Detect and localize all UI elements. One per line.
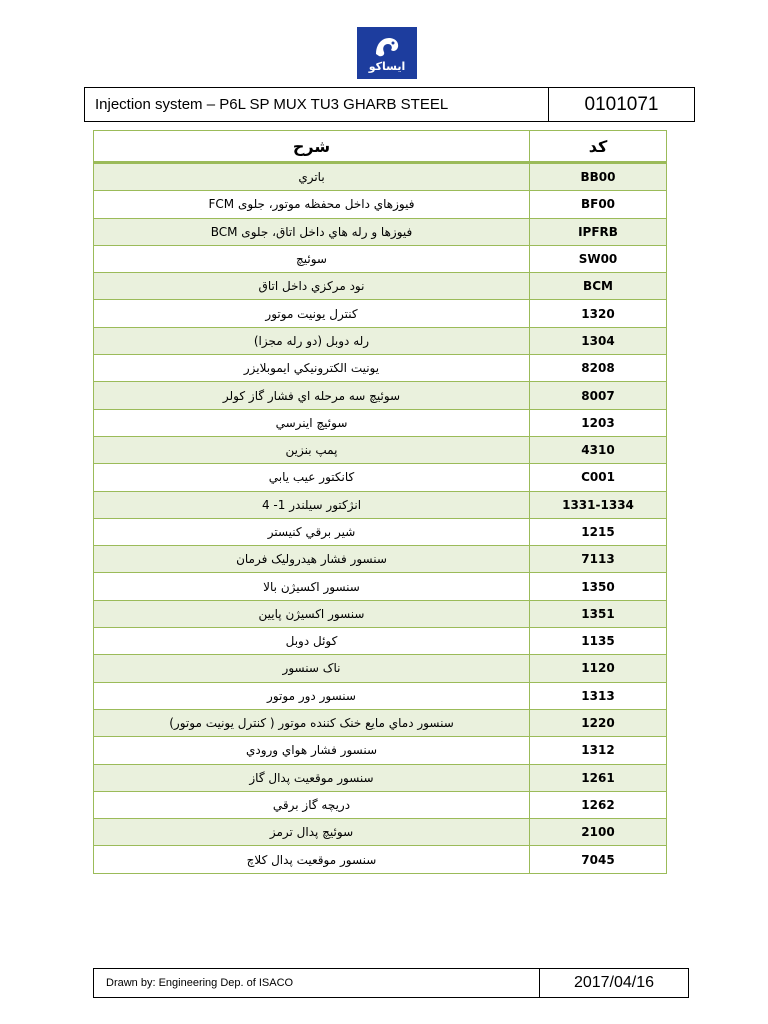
row-code: C001 <box>530 464 667 491</box>
table-row <box>94 327 667 354</box>
row-code: 2100 <box>530 819 667 846</box>
table-row <box>94 464 667 491</box>
table-row <box>94 573 667 600</box>
table-row <box>94 355 667 382</box>
row-description: سنسور فشار هواي ورودي <box>94 737 530 764</box>
document-code: 0101071 <box>548 88 694 121</box>
table-row <box>94 628 667 655</box>
row-code: SW00 <box>530 245 667 272</box>
row-description: سنسور فشار هيدروليک فرمان <box>94 546 530 573</box>
lion-emblem-icon <box>372 34 402 60</box>
row-description: يونيت الکترونيکي ايموبلايزر <box>94 355 530 382</box>
table-row <box>94 546 667 573</box>
row-description: سنسور موقعيت پدال گاز <box>94 764 530 791</box>
row-description: سنسور موقعيت پدال کلاچ <box>94 846 530 873</box>
row-code: 1331-1334 <box>530 491 667 518</box>
row-code: 1350 <box>530 573 667 600</box>
row-description: سوئيچ پدال ترمز <box>94 819 530 846</box>
table-row <box>94 191 667 218</box>
row-description: سنسور دور موتور <box>94 682 530 709</box>
row-description: فيوزهاي داخل محفظه موتور، جلوی FCM <box>94 191 530 218</box>
table-row <box>94 245 667 272</box>
row-description: کانکتور عيب يابي <box>94 464 530 491</box>
row-code: 1351 <box>530 600 667 627</box>
table-row <box>94 491 667 518</box>
column-header-description: شرح <box>94 131 530 163</box>
logo-text: ایساکو <box>368 60 406 73</box>
row-description: سنسور اکسيژن پايين <box>94 600 530 627</box>
row-code: 1262 <box>530 791 667 818</box>
table-row <box>94 382 667 409</box>
row-description: شير برقي کنيستر <box>94 518 530 545</box>
row-code: 1135 <box>530 628 667 655</box>
row-description: رله دوبل (دو رله مجزا) <box>94 327 530 354</box>
row-code: 1120 <box>530 655 667 682</box>
row-code: BCM <box>530 273 667 300</box>
row-description: ناک سنسور <box>94 655 530 682</box>
row-description: سوئيچ اينرسي <box>94 409 530 436</box>
document-footer <box>93 968 689 998</box>
row-description: فيوزها و رله هاي داخل اتاق، جلوی BCM <box>94 218 530 245</box>
table-header-row <box>94 131 667 163</box>
table-row <box>94 682 667 709</box>
row-code: 1304 <box>530 327 667 354</box>
row-code: 7113 <box>530 546 667 573</box>
table-row <box>94 655 667 682</box>
row-code: 1203 <box>530 409 667 436</box>
row-code: 4310 <box>530 436 667 463</box>
row-code: 1313 <box>530 682 667 709</box>
table-row <box>94 600 667 627</box>
row-code: 1312 <box>530 737 667 764</box>
drawn-by-label: Drawn by: Engineering Dep. of ISACO <box>106 977 294 989</box>
table-row <box>94 737 667 764</box>
row-code: BF00 <box>530 191 667 218</box>
column-header-code: کد <box>530 131 667 163</box>
row-description: سوئيچ سه مرحله اي فشار گاز کولر <box>94 382 530 409</box>
row-code: 8208 <box>530 355 667 382</box>
table-body <box>94 163 667 874</box>
isaco-logo <box>357 27 417 79</box>
row-description: کنترل يونيت موتور <box>94 300 530 327</box>
row-description: سنسور دماي مايع خنک کننده موتور ( کنترل يونيت موتور) <box>94 709 530 736</box>
row-code: BB00 <box>530 163 667 191</box>
row-code: IPFRB <box>530 218 667 245</box>
table-row <box>94 846 667 873</box>
row-code: 1261 <box>530 764 667 791</box>
row-description: سوئيچ <box>94 245 530 272</box>
row-code: 7045 <box>530 846 667 873</box>
row-description: انژکتور سيلندر 1- 4 <box>94 491 530 518</box>
table-row <box>94 518 667 545</box>
document-header <box>84 87 695 122</box>
table-row <box>94 409 667 436</box>
row-description: پمپ بنزين <box>94 436 530 463</box>
row-code: 1215 <box>530 518 667 545</box>
table-row <box>94 436 667 463</box>
table-row <box>94 300 667 327</box>
row-description: کوئل دوبل <box>94 628 530 655</box>
table-row <box>94 819 667 846</box>
row-description: نود مرکزي داخل اتاق <box>94 273 530 300</box>
row-description: باتري <box>94 163 530 191</box>
row-description: سنسور اکسيژن بالا <box>94 573 530 600</box>
table-row <box>94 163 667 191</box>
table-row <box>94 791 667 818</box>
row-description: دريچه گاز برقي <box>94 791 530 818</box>
table-row <box>94 709 667 736</box>
table-row <box>94 764 667 791</box>
table-row <box>94 218 667 245</box>
row-code: 8007 <box>530 382 667 409</box>
document-date: 2017/04/16 <box>539 969 688 997</box>
row-code: 1220 <box>530 709 667 736</box>
row-code: 1320 <box>530 300 667 327</box>
parts-table <box>93 130 667 874</box>
page-title: Injection system – P6L SP MUX TU3 GHARB STEEL <box>95 96 449 113</box>
table-row <box>94 273 667 300</box>
